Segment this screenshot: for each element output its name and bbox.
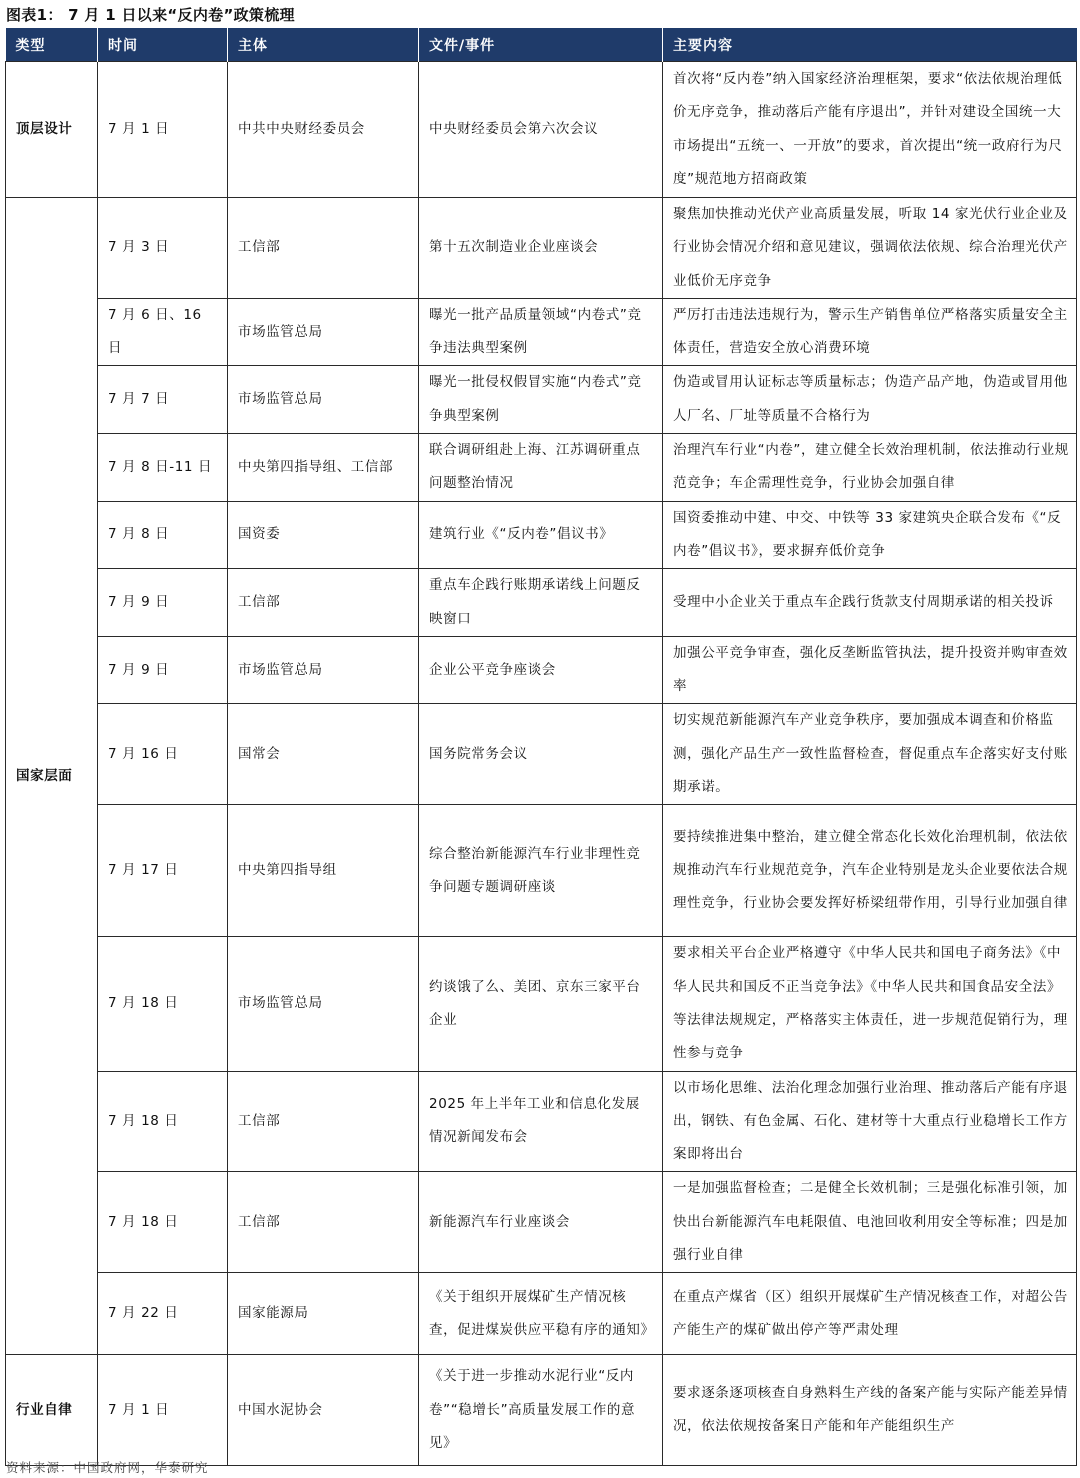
row-entity: 市场监管总局 bbox=[228, 366, 419, 434]
table-row bbox=[6, 434, 1077, 502]
table-row bbox=[6, 298, 1077, 366]
row-event: 2025 年上半年工业和信息化发展情况新闻发布会 bbox=[419, 1071, 663, 1172]
table-row bbox=[6, 366, 1077, 434]
row-time: 7 月 8 日 bbox=[98, 501, 228, 569]
row-entity: 工信部 bbox=[228, 1071, 419, 1172]
row-time: 7 月 6 日、16 日 bbox=[98, 298, 228, 366]
figure-title: 图表1： 7 月 1 日以来“反内卷”政策梳理 bbox=[6, 6, 295, 24]
row-event: 《关于组织开展煤矿生产情况核查，促进煤炭供应平稳有序的通知》 bbox=[419, 1273, 663, 1355]
table-row bbox=[6, 704, 1077, 805]
row-content: 在重点产煤省（区）组织开展煤矿生产情况核查工作，对超公告产能生产的煤矿做出停产等严肃处理 bbox=[663, 1273, 1077, 1355]
row-entity: 工信部 bbox=[228, 569, 419, 637]
row-time: 7 月 18 日 bbox=[98, 937, 228, 1071]
row-event: 综合整治新能源汽车行业非理性竞争问题专题调研座谈 bbox=[419, 805, 663, 937]
row-time: 7 月 9 日 bbox=[98, 569, 228, 637]
row-time: 7 月 18 日 bbox=[98, 1071, 228, 1172]
row-entity: 工信部 bbox=[228, 198, 419, 299]
row-type: 行业自律 bbox=[6, 1355, 98, 1466]
row-event: 联合调研组赴上海、江苏调研重点问题整治情况 bbox=[419, 434, 663, 502]
policy-table bbox=[5, 28, 1077, 1466]
row-content: 切实规范新能源汽车产业竞争秩序，要加强成本调查和价格监测，强化产品生产一致性监督检查，督促重点车企落实好支付账期承诺。 bbox=[663, 704, 1077, 805]
header-event: 文件/事件 bbox=[419, 28, 663, 62]
header-time: 时间 bbox=[98, 28, 228, 62]
row-time: 7 月 7 日 bbox=[98, 366, 228, 434]
table-row bbox=[6, 569, 1077, 637]
row-content: 治理汽车行业“内卷”，建立健全长效治理机制，依法推动行业规范竞争；车企需理性竞争，行业协会加强自律 bbox=[663, 434, 1077, 502]
row-time: 7 月 1 日 bbox=[98, 1355, 228, 1466]
row-entity: 中国水泥协会 bbox=[228, 1355, 419, 1466]
row-type: 顶层设计 bbox=[6, 62, 98, 198]
table-row bbox=[6, 62, 1077, 198]
row-entity: 国常会 bbox=[228, 704, 419, 805]
header-content: 主要内容 bbox=[663, 28, 1077, 62]
row-entity: 中共中央财经委员会 bbox=[228, 62, 419, 198]
row-content: 要持续推进集中整治，建立健全常态化长效化治理机制，依法依规推动汽车行业规范竞争，汽车企业特别是龙头企业要依法合规理性竞争，行业协会要发挥好桥梁纽带作用，引导行业加强自律 bbox=[663, 805, 1077, 937]
row-entity: 市场监管总局 bbox=[228, 937, 419, 1071]
table-row bbox=[6, 1172, 1077, 1273]
row-entity: 国家能源局 bbox=[228, 1273, 419, 1355]
row-time: 7 月 22 日 bbox=[98, 1273, 228, 1355]
header-row bbox=[6, 28, 1077, 62]
header-entity: 主体 bbox=[228, 28, 419, 62]
row-content: 严厉打击违法违规行为，警示生产销售单位严格落实质量安全主体责任，营造安全放心消费环境 bbox=[663, 298, 1077, 366]
table-row bbox=[6, 937, 1077, 1071]
row-content: 加强公平竞争审查，强化反垄断监管执法，提升投资并购审查效率 bbox=[663, 636, 1077, 704]
row-event: 曝光一批产品质量领域“内卷式”竞争违法典型案例 bbox=[419, 298, 663, 366]
row-event: 约谈饿了么、美团、京东三家平台企业 bbox=[419, 937, 663, 1071]
header-type: 类型 bbox=[6, 28, 98, 62]
table-row bbox=[6, 198, 1077, 299]
table-row bbox=[6, 805, 1077, 937]
source-note: 资料来源：中国政府网，华泰研究 bbox=[6, 1460, 209, 1475]
row-time: 7 月 9 日 bbox=[98, 636, 228, 704]
row-content: 要求逐条逐项核查自身熟料生产线的备案产能与实际产能差异情况，依法依规按备案日产能和年产能组织生产 bbox=[663, 1355, 1077, 1466]
row-time: 7 月 16 日 bbox=[98, 704, 228, 805]
row-type: 国家层面 bbox=[6, 198, 98, 1355]
row-entity: 中央第四指导组 bbox=[228, 805, 419, 937]
row-event: 重点车企践行账期承诺线上问题反映窗口 bbox=[419, 569, 663, 637]
row-content: 国资委推动中建、中交、中铁等 33 家建筑央企联合发布《“反内卷”倡议书》，要求摒弃低价竞争 bbox=[663, 501, 1077, 569]
table-row bbox=[6, 636, 1077, 704]
row-entity: 市场监管总局 bbox=[228, 298, 419, 366]
row-event: 中央财经委员会第六次会议 bbox=[419, 62, 663, 198]
row-entity: 工信部 bbox=[228, 1172, 419, 1273]
row-event: 《关于进一步推动水泥行业“反内卷”“稳增长”高质量发展工作的意见》 bbox=[419, 1355, 663, 1466]
row-event: 第十五次制造业企业座谈会 bbox=[419, 198, 663, 299]
row-event: 国务院常务会议 bbox=[419, 704, 663, 805]
row-event: 新能源汽车行业座谈会 bbox=[419, 1172, 663, 1273]
row-entity: 国资委 bbox=[228, 501, 419, 569]
row-event: 企业公平竞争座谈会 bbox=[419, 636, 663, 704]
row-time: 7 月 18 日 bbox=[98, 1172, 228, 1273]
row-entity: 中央第四指导组、工信部 bbox=[228, 434, 419, 502]
row-time: 7 月 3 日 bbox=[98, 198, 228, 299]
row-content: 要求相关平台企业严格遵守《中华人民共和国电子商务法》《中华人民共和国反不正当竞争法》《中华人民共和国食品安全法》等法律法规规定，严格落实主体责任，进一步规范促销行为，理性参与竞争 bbox=[663, 937, 1077, 1071]
row-content: 伪造或冒用认证标志等质量标志；伪造产品产地，伪造或冒用他人厂名、厂址等质量不合格行为 bbox=[663, 366, 1077, 434]
table-row bbox=[6, 1071, 1077, 1172]
row-event: 曝光一批侵权假冒实施“内卷式”竞争典型案例 bbox=[419, 366, 663, 434]
row-content: 一是加强监督检查；二是健全长效机制；三是强化标准引领，加快出台新能源汽车电耗限值、电池回收利用安全等标准；四是加强行业自律 bbox=[663, 1172, 1077, 1273]
row-content: 聚焦加快推动光伏产业高质量发展，听取 14 家光伏行业企业及行业协会情况介绍和意见建议，强调依法依规、综合治理光伏产业低价无序竞争 bbox=[663, 198, 1077, 299]
table-row bbox=[6, 1273, 1077, 1355]
table-row bbox=[6, 1355, 1077, 1466]
row-content: 以市场化思维、法治化理念加强行业治理、推动落后产能有序退出，钢铁、有色金属、石化、建材等十大重点行业稳增长工作方案即将出台 bbox=[663, 1071, 1077, 1172]
row-content: 受理中小企业关于重点车企践行货款支付周期承诺的相关投诉 bbox=[663, 569, 1077, 637]
row-content: 首次将“反内卷”纳入国家经济治理框架，要求“依法依规治理低价无序竞争，推动落后产能有序退出”，并针对建设全国统一大市场提出“五统一、一开放”的要求，首次提出“统一政府行为尺度”规范地方招商政策 bbox=[663, 62, 1077, 198]
row-entity: 市场监管总局 bbox=[228, 636, 419, 704]
table-row bbox=[6, 501, 1077, 569]
row-time: 7 月 1 日 bbox=[98, 62, 228, 198]
row-time: 7 月 8 日-11 日 bbox=[98, 434, 228, 502]
row-time: 7 月 17 日 bbox=[98, 805, 228, 937]
row-event: 建筑行业《“反内卷”倡议书》 bbox=[419, 501, 663, 569]
